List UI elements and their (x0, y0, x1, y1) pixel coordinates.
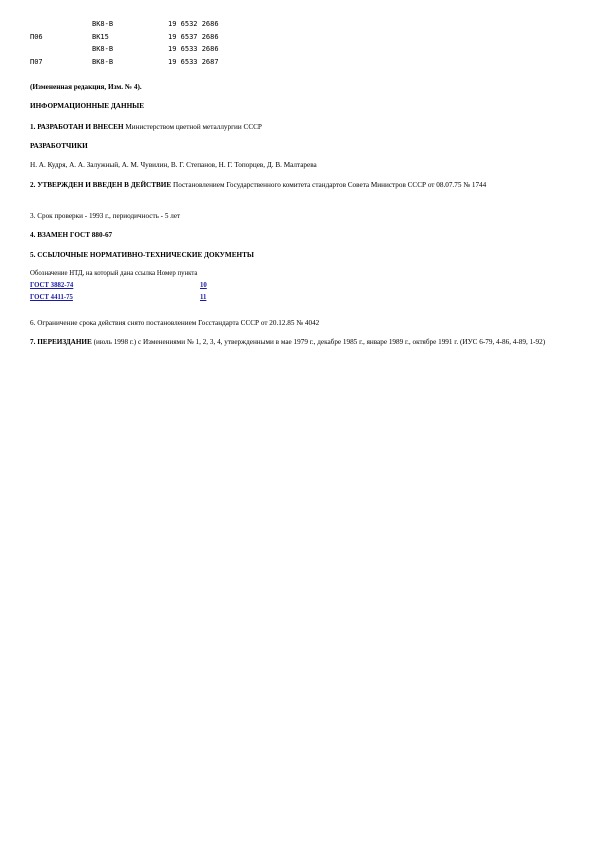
developers-list: Н. А. Кудря, А. А. Залужный, А. М. Чувилин, В. Г. Степанов, Н. Г. Топорцев, Д. В. Малтарева (30, 161, 317, 169)
table-cell-grade: ВК15 (92, 32, 109, 41)
reference-doc-cell (30, 280, 200, 292)
item-developed-by (30, 122, 570, 133)
table-cell-grade: ВК8-В (92, 20, 114, 28)
item-approved (30, 180, 570, 191)
reference-clause-link[interactable]: 10 (200, 282, 207, 289)
item-developed-by-lead: 1. РАЗРАБОТАН И ВНЕСЕН (30, 123, 124, 131)
references-header-row (30, 268, 207, 280)
grade-table (30, 18, 248, 68)
table-row (30, 292, 207, 304)
table-cell-grade: ВК8-В (92, 45, 114, 53)
reference-doc-link[interactable]: ГОСТ 3882-74 (30, 282, 74, 289)
table-row (30, 18, 248, 31)
item-limitation-removed: 6. Ограничение срока действия снято постановлением Госстандарта СССР от 20.12.85 № 4042 (30, 319, 320, 327)
table-cell-code: 19 6537 2686 (168, 32, 219, 41)
reference-clause-link[interactable]: 11 (200, 294, 207, 301)
reference-doc-cell (30, 292, 200, 304)
reference-clause-cell (200, 292, 207, 304)
table-cell-code: 19 6532 2686 (168, 20, 219, 28)
table-cell-size: П07 (30, 57, 43, 66)
item-reissue-text: (июль 1998 г.) с Изменениями № 1, 2, 3, 4, утвержденными в мае 1979 г., декабре 1985 г., январе 1989 г., октябре 1991 г. (ИУС 6-79, 4-86, 4-89, 1-92) (91, 338, 546, 346)
info-heading: ИНФОРМАЦИОННЫЕ ДАННЫЕ (30, 102, 145, 110)
references-header: Обозначение НТД, на который дана ссылка Номер пункта (30, 270, 198, 277)
table-row (30, 56, 248, 69)
item-developed-by-text: Министерством цветной металлургии СССР (123, 123, 262, 131)
developers-heading: РАЗРАБОТЧИКИ (30, 142, 88, 150)
item-references-heading: 5. ССЫЛОЧНЫЕ НОРМАТИВНО-ТЕХНИЧЕСКИЕ ДОКУМЕНТЫ (30, 251, 254, 259)
table-cell-code: 19 6533 2687 (168, 57, 219, 66)
item-reissue-lead: 7. ПЕРЕИЗДАНИЕ (30, 338, 92, 346)
item-review-period: 3. Срок проверки - 1993 г., периодичность - 5 лет (30, 212, 181, 220)
item-reissue (30, 337, 570, 348)
item-replaces: 4. ВЗАМЕН ГОСТ 880-67 (30, 231, 113, 239)
table-cell-size (30, 43, 92, 56)
reference-clause-cell (200, 280, 207, 292)
table-row (30, 43, 248, 56)
reference-doc-link[interactable]: ГОСТ 4411-75 (30, 294, 73, 301)
table-row (30, 280, 207, 292)
item-approved-lead: 2. УТВЕРЖДЕН И ВВЕДЕН В ДЕЙСТВИЕ (30, 181, 172, 189)
references-table (30, 268, 207, 304)
table-row (30, 31, 248, 44)
table-cell-grade: ВК8-В (92, 57, 114, 66)
table-cell-code: 19 6533 2686 (168, 45, 219, 53)
table-cell-size: П06 (30, 32, 43, 41)
item-approved-text: Постановлением Государственного комитета стандартов Совета Министров СССР от 08.07.75 № 1744 (171, 181, 487, 189)
table-cell-size (30, 18, 92, 31)
revision-note: (Измененная редакция, Изм. № 4). (30, 83, 142, 91)
